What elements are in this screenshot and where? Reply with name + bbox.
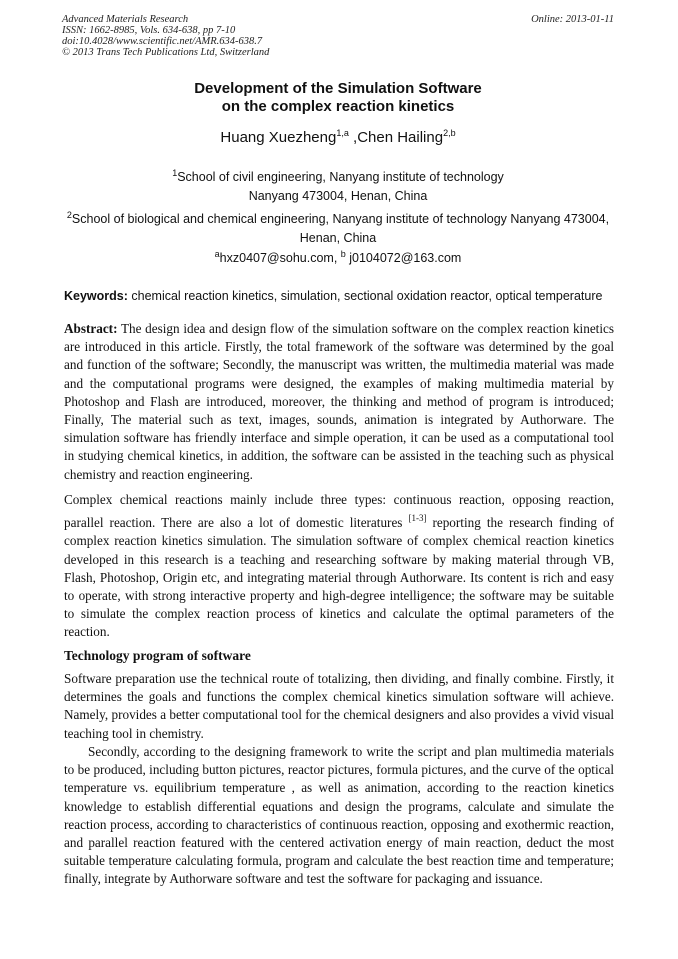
affiliation-1 xyxy=(62,164,614,206)
online-date: Online: 2013-01-11 xyxy=(531,14,614,25)
abstract-label: Abstract: xyxy=(64,321,118,336)
keywords-text: chemical reaction kinetics, simulation, sectional oxidation reactor, optical temperature xyxy=(127,289,603,303)
email-b[interactable]: j0104072@163.com xyxy=(345,251,462,266)
aff-2-sup: 2 xyxy=(66,210,72,220)
email-b-sup: b xyxy=(340,249,346,259)
section-paragraph-2: Secondly, according to the designing framework to write the script and plan multimedia materials to be produced, including button pictures, reactor pictures, formula pictures, and the curve of the optical temperature vs. equilibrium temperature , as well as animation, according to the reaction kinetics knowledge to establish differential equations and design the programs, calculate and simulate the reaction process, according to characteristics of continuous reaction, opposing and exothermic reaction, and parallel reaction featured with the centered activation energy of main reaction, deduct the most suitable temperature calculating formula, program and calculate the best reaction time and temperature; finally, integrate by Authorware software and test the software for packaging and issuance. xyxy=(64,744,614,887)
keywords xyxy=(64,289,616,303)
doi-line: doi:10.4028/www.scientific.net/AMR.634-638.7 xyxy=(62,36,263,47)
issn-line: ISSN: 1662-8985, Vols. 634-638, pp 7-10 xyxy=(62,25,236,36)
section-heading: Technology program of software xyxy=(64,648,251,663)
journal-name: Advanced Materials Research xyxy=(62,14,189,25)
author-2: Chen Hailing xyxy=(357,129,444,146)
intro-text-2: reporting the research finding of complex reaction kinetics simulation. The simulation software of complex chemical reaction kinetics developed in this research is a teaching and researching software by making material through VB, Flash, Photoshop, Origin etc, and integrating material through Authorware. Its content is rich and easy to operate, with strong interactive property and high-degree intelligence; the software may be suitable to simulate the complex reaction process of kinetics and calculate the optimal parameters of the reaction. xyxy=(64,515,615,640)
journal-header xyxy=(62,14,269,58)
author-list xyxy=(62,128,614,146)
email-a[interactable]: hxz0407@sohu.com, xyxy=(219,251,341,266)
author-2-sup: 2,b xyxy=(443,128,456,138)
affiliation-2 xyxy=(62,206,614,248)
paper-title xyxy=(62,80,614,116)
aff-2-line-2: Henan, China xyxy=(299,231,377,246)
title-line-2: on the complex reaction kinetics xyxy=(221,98,455,115)
intro-paragraph xyxy=(64,491,614,642)
author-1: Huang Xuezheng xyxy=(220,129,337,146)
abstract xyxy=(64,320,614,484)
email-line xyxy=(62,249,614,265)
citation-ref: [1-3] xyxy=(408,513,427,524)
aff-1-line-2: Nanyang 473004, Henan, China xyxy=(248,189,428,204)
aff-1-sup: 1 xyxy=(172,168,178,178)
abstract-text: The design idea and design flow of the simulation software on the complex reaction kinetics are introduced in this article. Firstly, the total framework of the software was determined by the goal and function of the software; Secondly, the manuscript was written, the multimedia material was made and the computational programs were designed, the examples of making multimedia material by Photoshop and Flash are introduced, moreover, the thinking and method of program is introduced; Finally, The material such as text, images, sounds, animation is integrated by Authorware. The simulation software has friendly interface and simple operation, it can be used as a computational tool in studying chemical kinetics, in addition, the software can be assisted in the teaching such as physical chemistry and reaction engineering. xyxy=(64,321,614,482)
author-separator: , xyxy=(348,129,358,146)
email-a-sup: a xyxy=(214,249,220,259)
copyright-line: © 2013 Trans Tech Publications Ltd, Switzerland xyxy=(62,47,270,58)
section-paragraph-1: Software preparation use the technical route of totalizing, then dividing, and finally combine. Firstly, it determines the goals and functions the complex chemical kinetics simulation software will achieve. Namely, provides a better computational tool for the chemical designers and also provides a vivid visual teaching tool in chemistry. xyxy=(64,671,614,741)
title-line-1: Development of the Simulation Software xyxy=(194,80,482,97)
aff-2-line-1: School of biological and chemical engineering, Nanyang institute of technology Nanyang 473004, xyxy=(71,212,610,227)
keywords-label: Keywords: xyxy=(64,289,128,303)
intro-text-1: Complex chemical reactions mainly include three types: continuous reaction, opposing reaction, parallel reaction. There are also a lot of domestic literatures xyxy=(64,492,614,531)
author-1-sup: 1,a xyxy=(336,128,349,138)
aff-1-line-1: School of civil engineering, Nanyang institute of technology xyxy=(177,170,504,185)
